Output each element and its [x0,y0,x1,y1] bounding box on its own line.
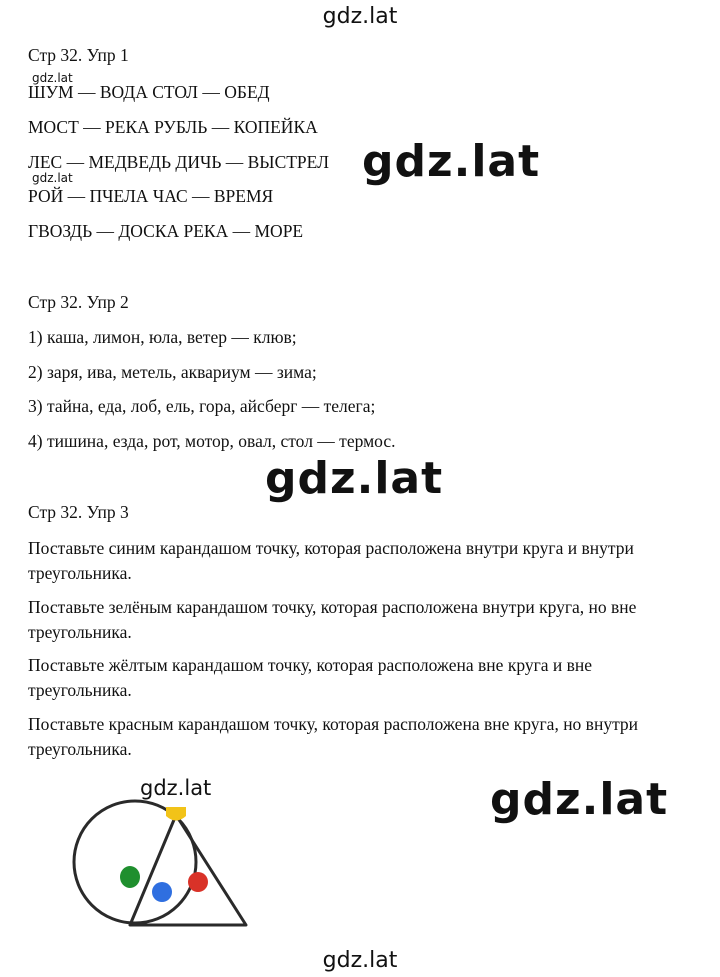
ex1-line: ГВОЗДЬ — ДОСКА РЕКА — МОРЕ [28,221,304,241]
blue-dot [152,882,172,902]
ex3-paragraph: Поставьте жёлтым карандашом точку, которая расположена вне круга и вне треугольника. [28,655,593,700]
ex2-line: 3) тайна, еда, лоб, ель, гора, айсберг — телега; [28,396,376,416]
ex3-paragraph: Поставьте зелёным карандашом точку, которая расположена внутри круга, но вне треугольника. [28,597,637,642]
ex1-line: МОСТ — РЕКА РУБЛЬ — КОПЕЙКА [28,117,318,137]
ex2-line: 4) тишина, езда, рот, мотор, овал, стол — термос. [28,431,396,451]
ex2-heading: Стр 32. Упр 2 [28,292,129,312]
watermark-tiny: gdz.lat [32,171,73,185]
yellow-dot [166,807,186,821]
ex1-heading: Стр 32. Упр 1 [28,45,129,65]
ex1-line: ЛЕС — МЕДВЕДЬ ДИЧЬ — ВЫСТРЕЛ [28,152,329,172]
watermark-large: gdz.lat [362,136,541,187]
triangle-shape [130,815,246,925]
watermark-large: gdz.lat [265,453,444,504]
watermark-large: gdz.lat [490,774,669,825]
ex2-line: 2) заря, ива, метель, аквариум — зима; [28,362,317,382]
watermark-tiny: gdz.lat [32,71,73,85]
ex3-paragraph: Поставьте красным карандашом точку, которая расположена вне круга, но внутри треугольника. [28,714,639,759]
ex1-line: ШУМ — ВОДА СТОЛ — ОБЕД [28,82,270,102]
ex1-line: РОЙ — ПЧЕЛА ЧАС — ВРЕМЯ [28,186,274,206]
watermark-bottom: gdz.lat [322,948,398,973]
watermark-top: gdz.lat [322,4,398,29]
watermark-figure: gdz.lat [140,776,212,800]
ex3-paragraph: Поставьте синим карандашом точку, которая расположена внутри круга и внутри треугольника. [28,538,634,583]
ex3-heading: Стр 32. Упр 3 [28,502,129,522]
green-dot [120,866,140,888]
ex2-line: 1) каша, лимон, юла, ветер — клюв; [28,327,297,347]
circle-triangle-figure [60,795,260,935]
red-dot [188,872,208,892]
